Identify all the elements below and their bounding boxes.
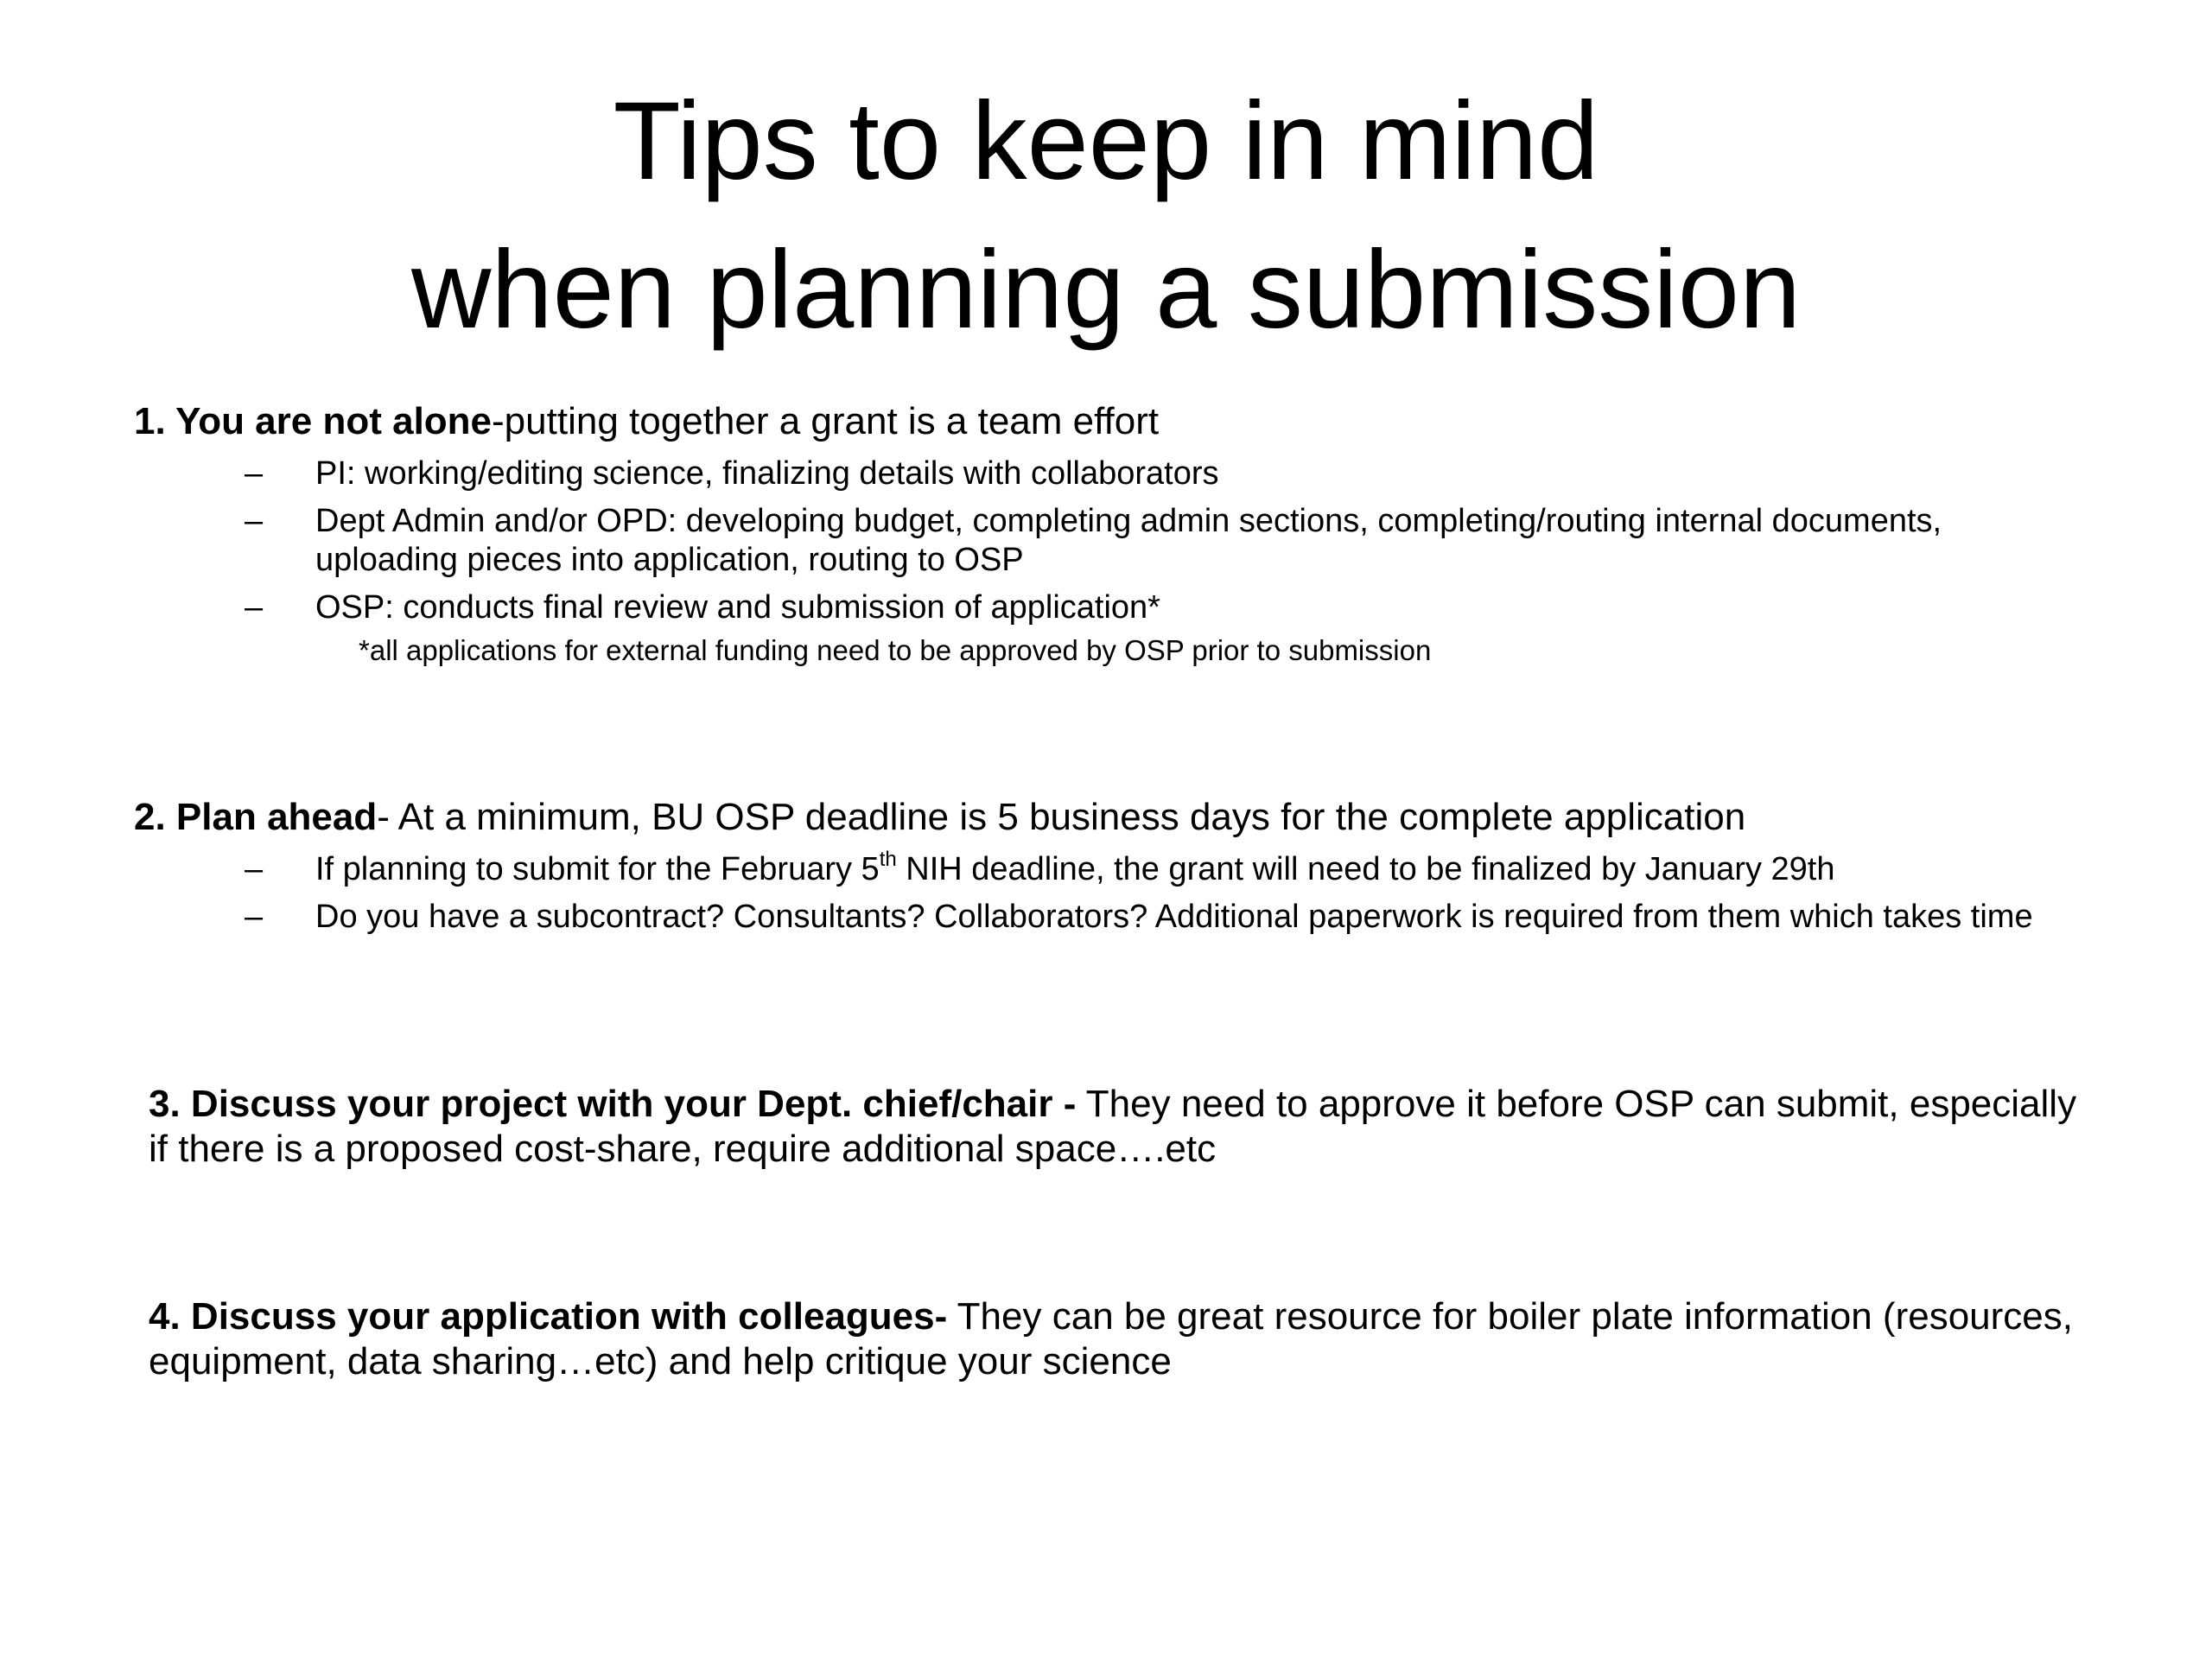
tip-2-heading-bold: 2. Plan ahead (134, 796, 378, 838)
bullet-dash: – (245, 503, 264, 539)
tip-2-heading (134, 793, 2121, 842)
tip-2-bullet-superscript: th (879, 848, 897, 872)
tip-1-footnote: *all applications for external funding need to be approved by OSP prior to submission (359, 634, 1432, 666)
bullet-dash: – (245, 899, 264, 935)
tip-1-heading-bold: 1. You are not alone (134, 400, 493, 442)
tip-3 (149, 1082, 2101, 1172)
tip-1 (134, 397, 2121, 669)
tip-1-heading-rest: -putting together a grant is a team effort (492, 400, 1160, 442)
tip-4 (149, 1294, 2101, 1384)
tip-2-bullet (134, 898, 2069, 937)
tip-3-heading-bold: 3. Discuss your project with your Dept. chief/chair - (149, 1083, 1077, 1125)
slide-title (0, 67, 2212, 365)
tip-2-bullet-text-pre: If planning to submit for the February 5 (315, 851, 880, 887)
tip-1-bullet-text: OSP: conducts final review and submission of application* (315, 589, 1160, 626)
tip-3-text: They need to approve it before OSP can submit, especially if there is a proposed cost-share, require additional space….etc (149, 1083, 2077, 1170)
bullet-dash: – (245, 589, 264, 626)
tip-2 (134, 793, 2121, 937)
tip-2-bullet-text-post: NIH deadline, the grant will need to be finalized by January 29th (896, 851, 1835, 887)
title-line-1: Tips to keep in mind (613, 79, 1599, 203)
bullet-dash: – (245, 851, 264, 887)
tip-2-bullet (134, 850, 2069, 889)
tip-1-bullet-text: Dept Admin and/or OPD: developing budget, completing admin sections, completing/routing internal documents, uploading pieces into application, routing to OSP (315, 503, 1942, 578)
tip-1-bullet (134, 454, 2069, 493)
tip-1-heading (134, 397, 2121, 446)
bullet-dash: – (245, 455, 264, 492)
tip-2-bullet-text: Do you have a subcontract? Consultants? Collaborators? Additional paperwork is required from them which takes time (315, 899, 2033, 935)
tip-1-bullet (134, 588, 2069, 627)
tip-4-heading-bold: 4. Discuss your application with colleagues- (149, 1295, 948, 1338)
tip-1-bullet (134, 502, 2069, 580)
tip-2-heading-rest: - At a minimum, BU OSP deadline is 5 business days for the complete application (377, 796, 1746, 838)
tip-4-text: They can be great resource for boiler plate information (resources, equipment, data sharing…etc) and help critique your science (149, 1295, 2073, 1382)
tip-1-bullet-text: PI: working/editing science, finalizing details with collaborators (315, 455, 1219, 492)
title-line-2: when planning a submission (410, 228, 1802, 352)
